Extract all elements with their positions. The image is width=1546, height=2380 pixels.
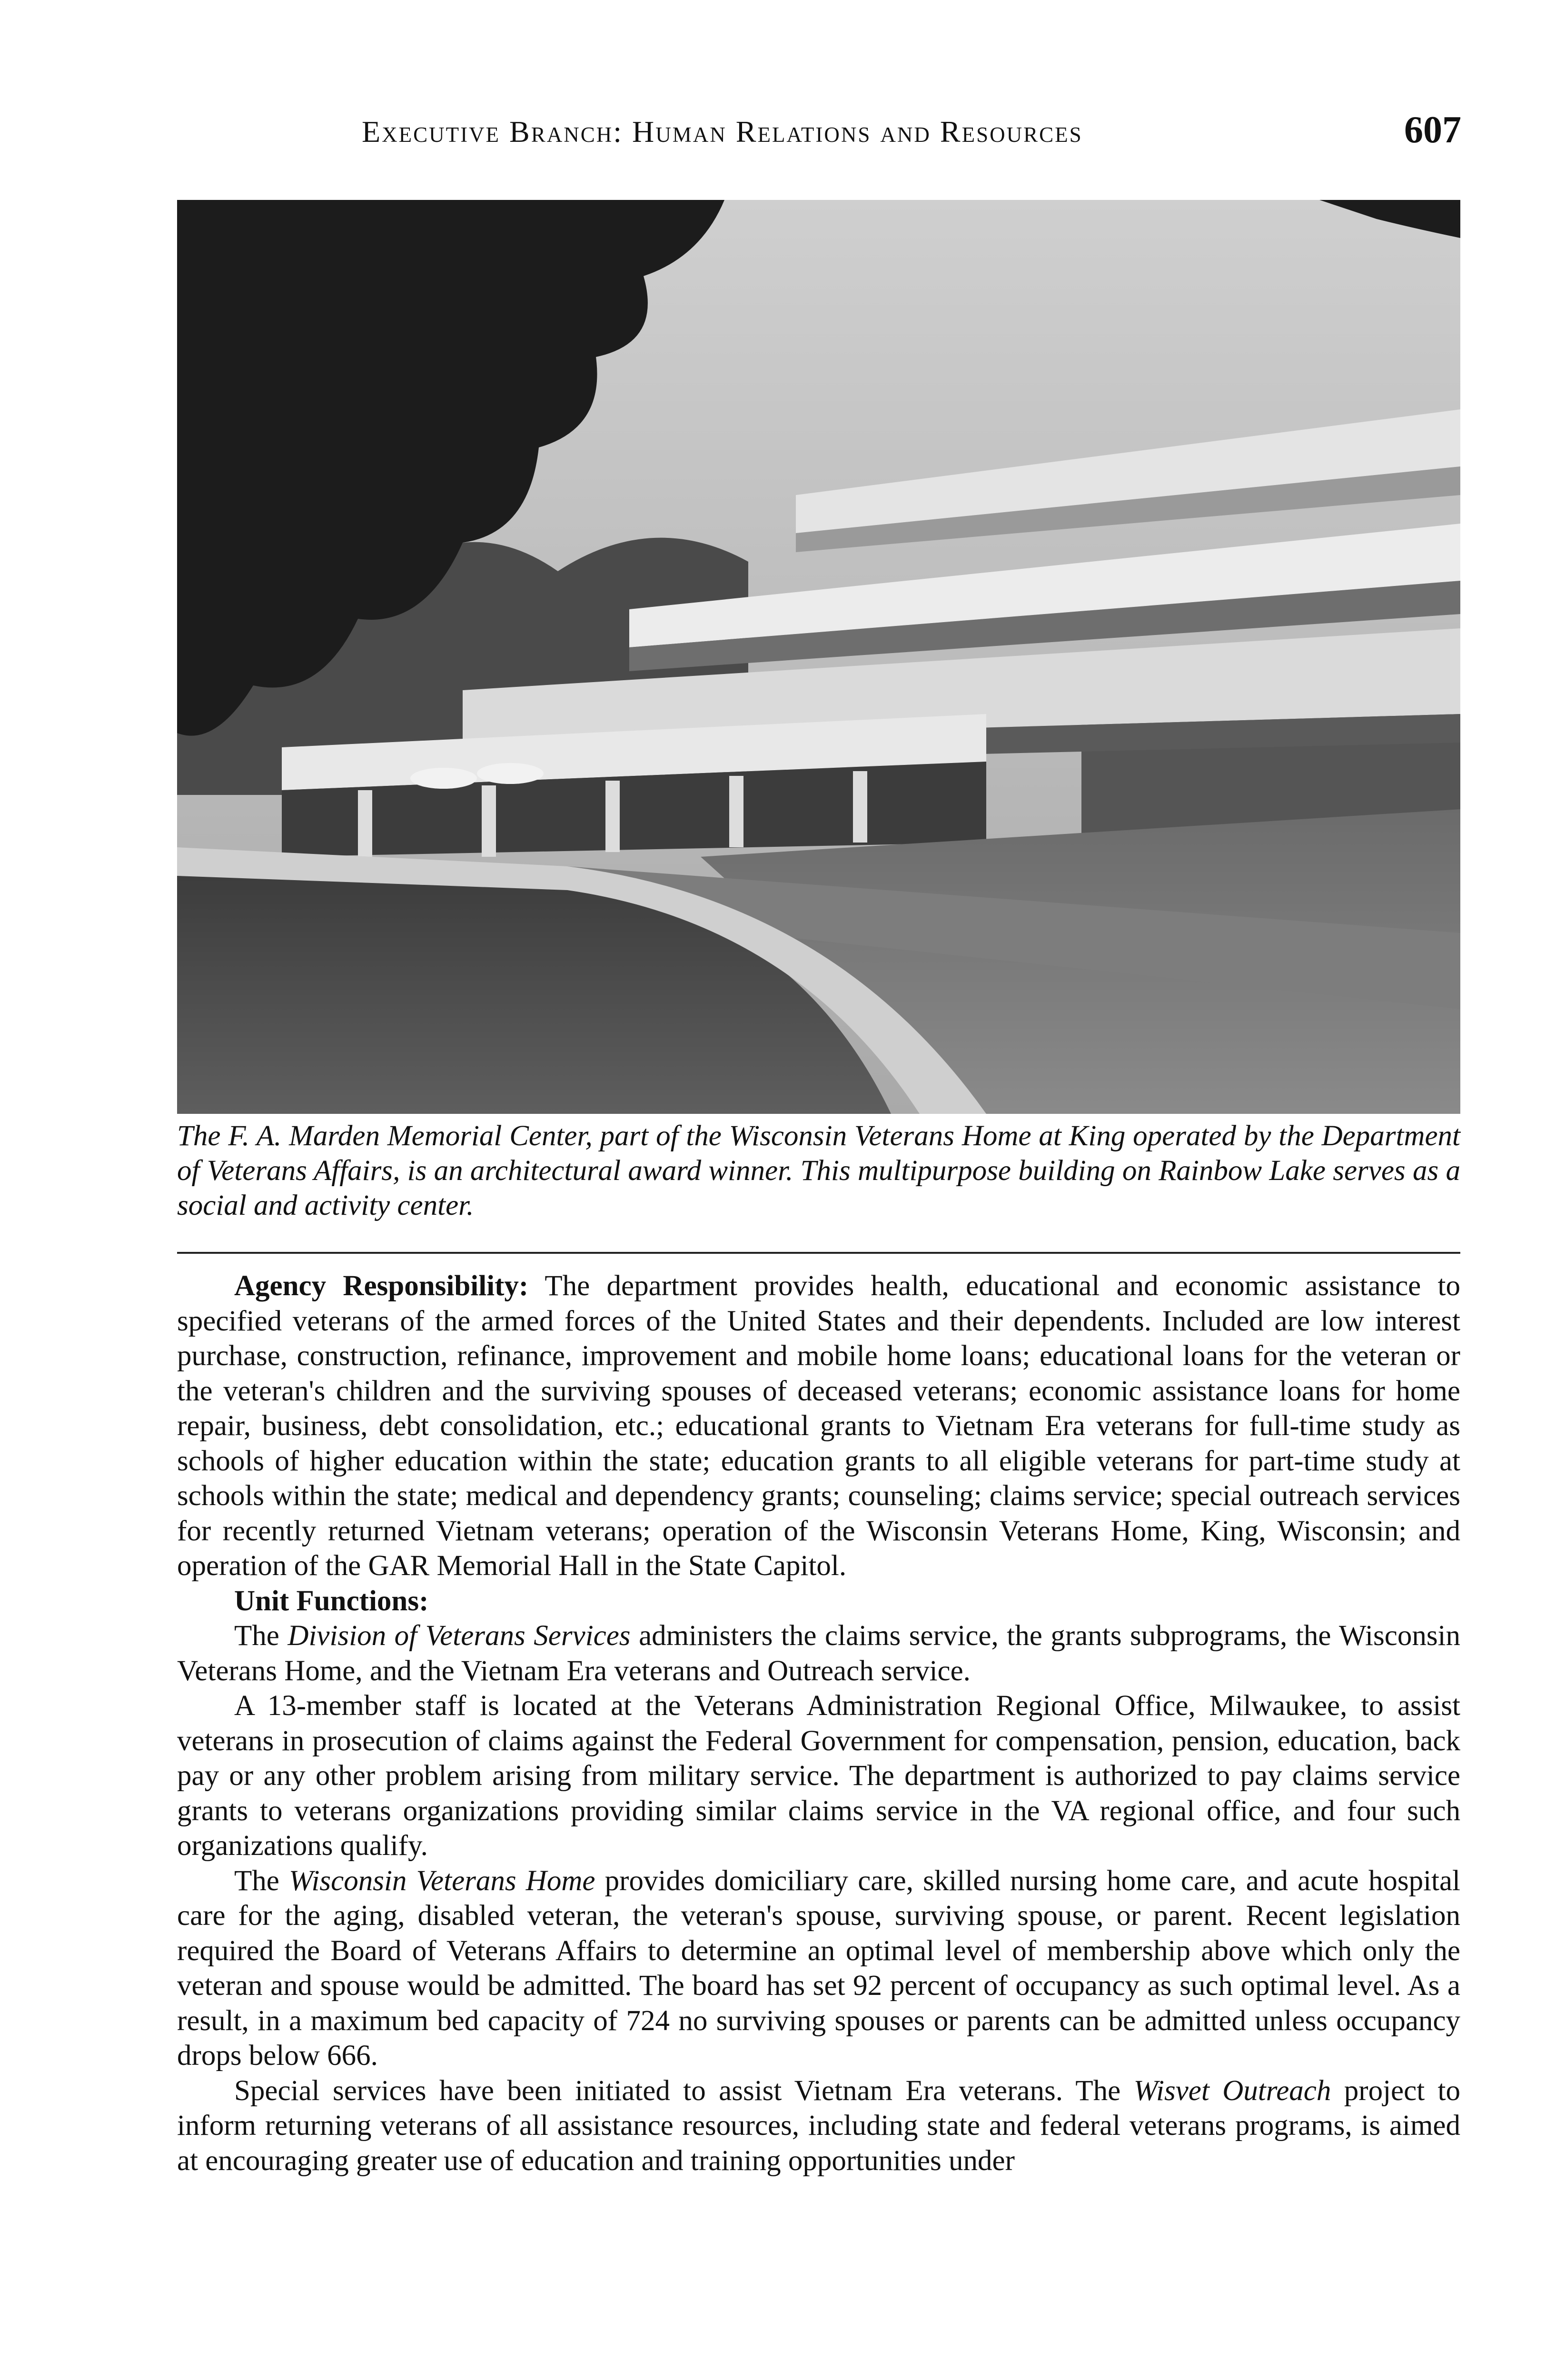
division-text-pre: The (234, 1620, 288, 1652)
photo-caption: The F. A. Marden Memorial Center, part of the Wisconsin Veterans Home at King operated by the Department of Veterans Affairs, is an architectural award winner. This multipurpose building on Rainbow Lake serves as a social and activity center. (177, 1120, 1460, 1221)
division-name: Division of Veterans Services (287, 1620, 631, 1652)
veterans-home-text-pre: The (234, 1864, 289, 1897)
division-paragraph (177, 1618, 1460, 1688)
veterans-home-paragraph (177, 1864, 1460, 2073)
marden-center-photo (177, 200, 1460, 1114)
division-text-post: administers the claims service, the grants subprograms, the Wisconsin Veterans Home, and the Vietnam Era veterans and Outreach service. (177, 1620, 1461, 1687)
veterans-home-name: Wisconsin Veterans Home (289, 1864, 595, 1897)
special-services-text-post: project to inform returning veterans of all assistance resources, including state and federal veterans programs, is aimed at encouraging greater use of education and training opportunities under (177, 2074, 1461, 2177)
page-number: 607 (1404, 109, 1461, 151)
unit-functions-heading: Unit Functions: (234, 1585, 429, 1617)
special-services-paragraph (177, 2073, 1460, 2179)
agency-responsibility-text: The department provides health, educational and economic assistance to specified veterans of the armed forces of the United States and their dependents. Included are low interest purchase, construction, refinance, improvement and mobile home loans; educational loans for the veteran or the veteran's children and the surviving spouses of deceased veterans; economic assistance loans for home repair, business, debt consolidation, etc.; educational grants to Vietnam Era veterans for full-time study as schools of higher education within the state; education grants to all eligible veterans for part-time study at schools within the state; medical and dependency grants; counseling; claims service; special outreach services for recently returned Vietnam veterans; operation of the Wisconsin Veterans Home, King, Wisconsin; and operation of the GAR Memorial Hall in the State Capitol. (177, 1270, 1460, 1582)
claims-staff-paragraph: A 13-member staff is located at the Veterans Administration Regional Office, Milwaukee, to assist veterans in prosecution of claims against the Federal Government for compensation, pension, education, back pay or any other problem arising from military service. The department is authorized to pay claims service grants to veterans organizations providing similar claims service in the VA regional office, and four such organizations qualify. (177, 1690, 1460, 1862)
wisvet-outreach-name: Wisvet Outreach (1133, 2074, 1331, 2107)
agency-responsibility-label: Agency Responsibility: (234, 1270, 529, 1302)
section-divider (177, 1252, 1460, 1254)
photo-illustration (177, 200, 1460, 1114)
article-body (177, 1269, 1460, 2178)
running-head: Executive Branch: Human Relations and Resources (362, 115, 1083, 149)
veterans-home-text-post: provides domiciliary care, skilled nursing home care, and acute hospital care for the aging, disabled veteran, the veteran's spouse, surviving spouse, or parent. Recent legislation required the Board of Veterans Affairs to determine an optimal level of membership above which only the veteran and spouse would be admitted. The board has set 92 percent of occupancy as such optimal level. As a result, in a maximum bed capacity of 724 no surviving spouses or parents can be admitted unless occupancy drops below 666. (177, 1864, 1460, 2072)
special-services-text-pre: Special services have been initiated to assist Vietnam Era veterans. The (234, 2074, 1134, 2107)
agency-responsibility-paragraph (177, 1269, 1460, 1584)
